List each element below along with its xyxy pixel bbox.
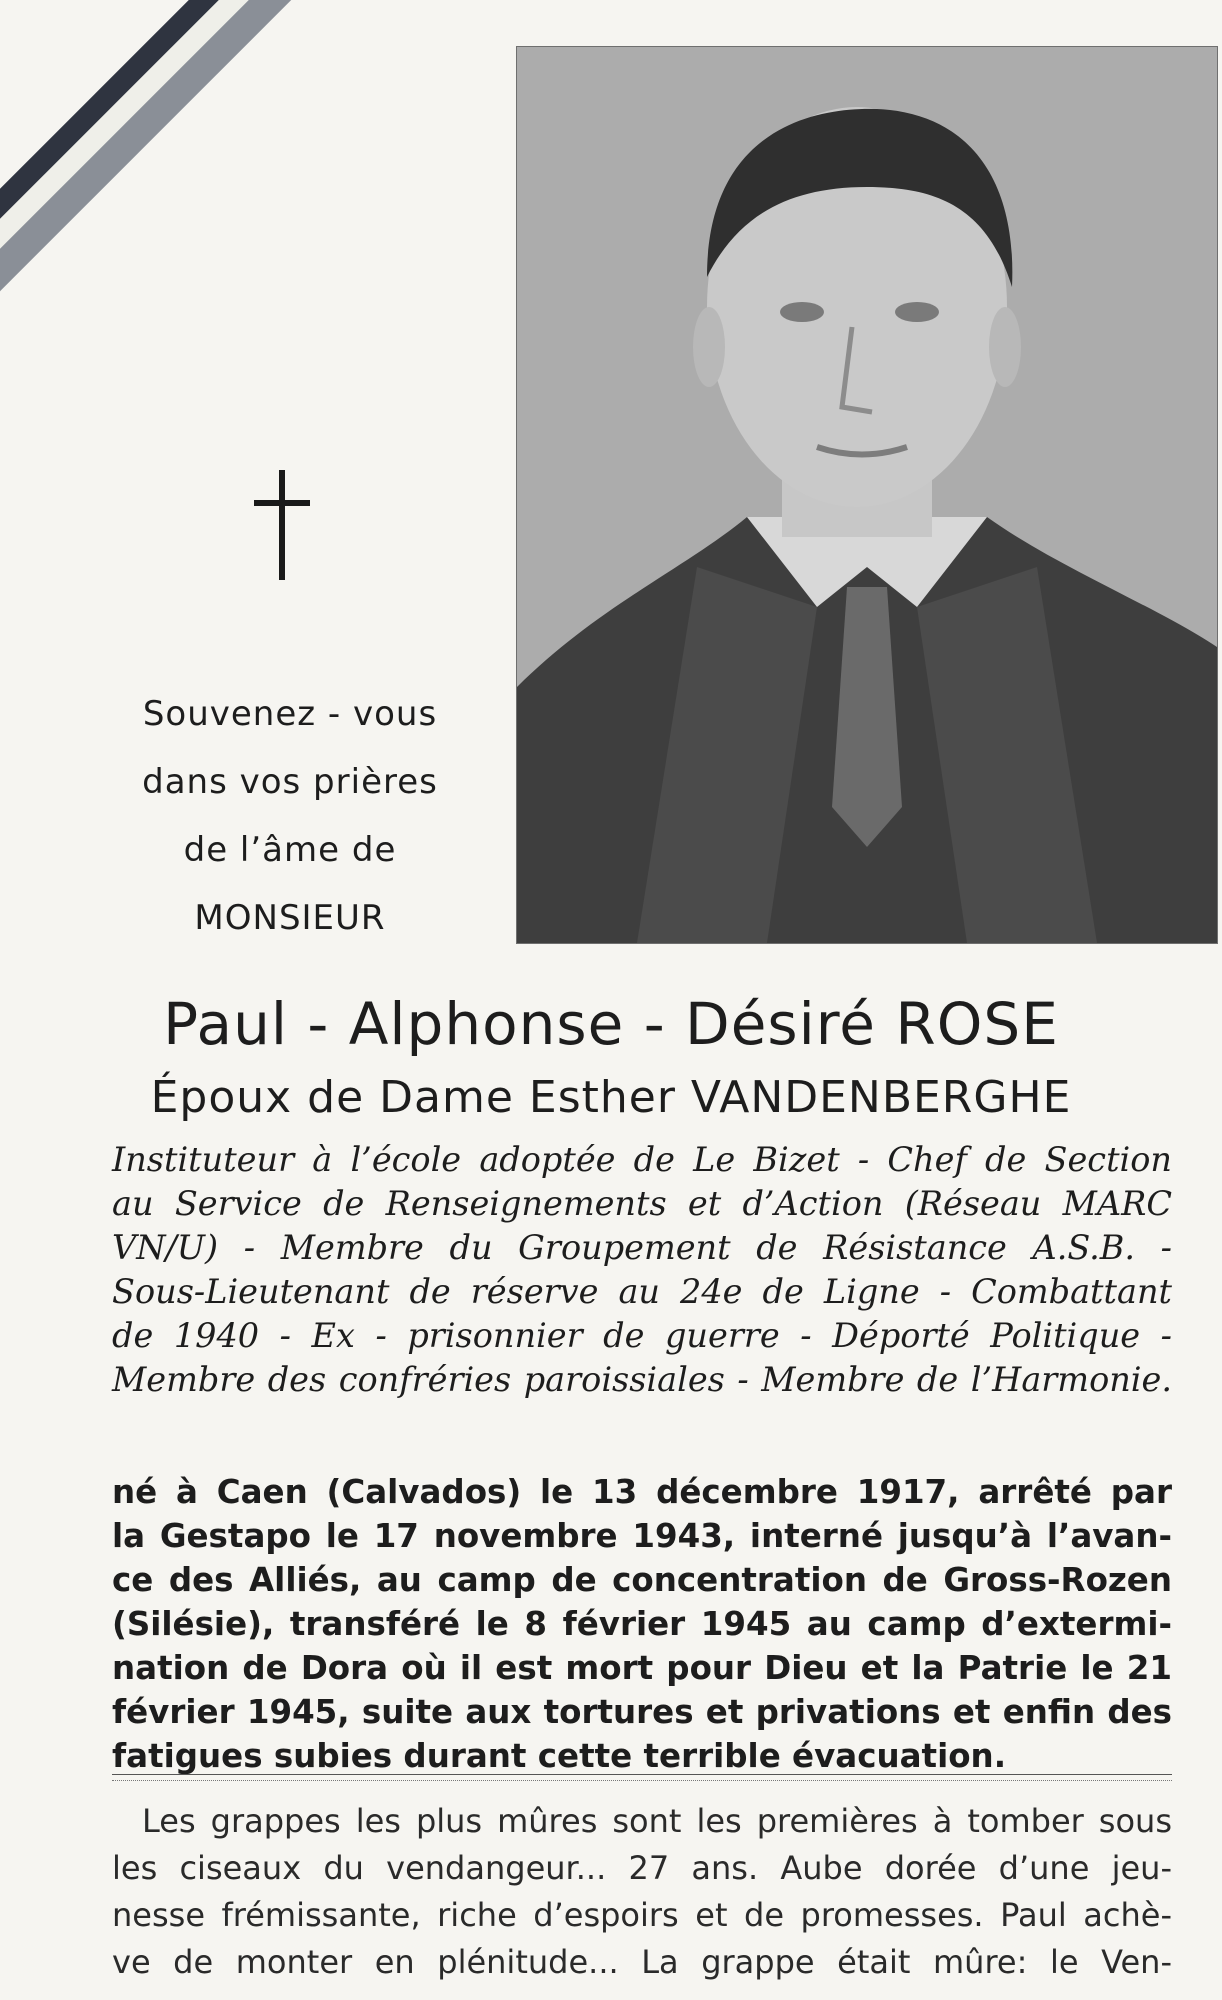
poem-line: les ciseaux du vendangeur... 27 ans. Aube dorée d’une jeu- xyxy=(112,1849,1172,1887)
titles-line: au Service de Renseignements et d’Action (Réseau MARC xyxy=(112,1184,1172,1223)
prayer-line: de l’âme de xyxy=(183,830,397,870)
portrait-photo xyxy=(516,46,1218,944)
bio-line: ce des Alliés, au camp de concentration de Gross-Rozen xyxy=(112,1561,1172,1599)
titles-line: Instituteur à l’école adoptée de Le Bizet - Chef de Section xyxy=(112,1140,1172,1179)
bio-line: né à Caen (Calvados) le 13 décembre 1917, arrêté par xyxy=(112,1473,1172,1511)
latin-cross-icon xyxy=(250,470,314,580)
ribbon-stripe-grey xyxy=(0,0,414,401)
cross-horizontal-bar xyxy=(254,500,310,506)
bio-line: la Gestapo le 17 novembre 1943, interné jusqu’à l’avan- xyxy=(112,1517,1172,1555)
biography-paragraph xyxy=(112,1470,1172,1778)
deceased-name: Paul - Alphonse - Désiré ROSE xyxy=(163,990,1059,1058)
cross-vertical-bar xyxy=(279,470,285,580)
poem-line: Les grappes les plus mûres sont les premières à tomber sous xyxy=(142,1802,1172,1840)
titles-line: de 1940 - Ex - prisonnier de guerre - Déporté Politique - xyxy=(112,1316,1172,1355)
prayer-line: Souvenez - vous xyxy=(142,694,438,734)
prayer-line: dans vos prières xyxy=(142,762,438,802)
titles-paragraph xyxy=(112,1138,1172,1402)
bio-line: février 1945, suite aux tortures et privations et enfin des xyxy=(112,1693,1172,1731)
titles-line: Membre des confréries paroissiales - Membre de l’Harmonie. xyxy=(112,1360,1172,1399)
poem-paragraph xyxy=(112,1798,1172,1986)
poem-line: nesse frémissante, riche d’espoirs et de promesses. Paul achè- xyxy=(112,1896,1172,1934)
spouse-line: Époux de Dame Esther VANDENBERGHE xyxy=(150,1072,1072,1123)
portrait-photo-drawing xyxy=(517,47,1217,943)
titles-line: VN/U) - Membre du Groupement de Résistance A.S.B. - xyxy=(112,1228,1172,1267)
prayer-invocation xyxy=(110,680,470,952)
bio-line: fatigues subies durant cette terrible évacuation. xyxy=(112,1737,1007,1775)
divider xyxy=(112,1774,1172,1775)
prayer-line: MONSIEUR xyxy=(194,898,386,938)
bio-line: (Silésie), transféré le 8 février 1945 au camp d’extermi- xyxy=(112,1605,1172,1643)
divider-dotted xyxy=(112,1780,1172,1781)
poem-line: ve de monter en plénitude... La grappe était mûre: le Ven- xyxy=(112,1943,1172,1981)
titles-line: Sous-Lieutenant de réserve au 24e de Ligne - Combattant xyxy=(112,1272,1172,1311)
bio-line: nation de Dora où il est mort pour Dieu et la Patrie le 21 xyxy=(112,1649,1172,1687)
